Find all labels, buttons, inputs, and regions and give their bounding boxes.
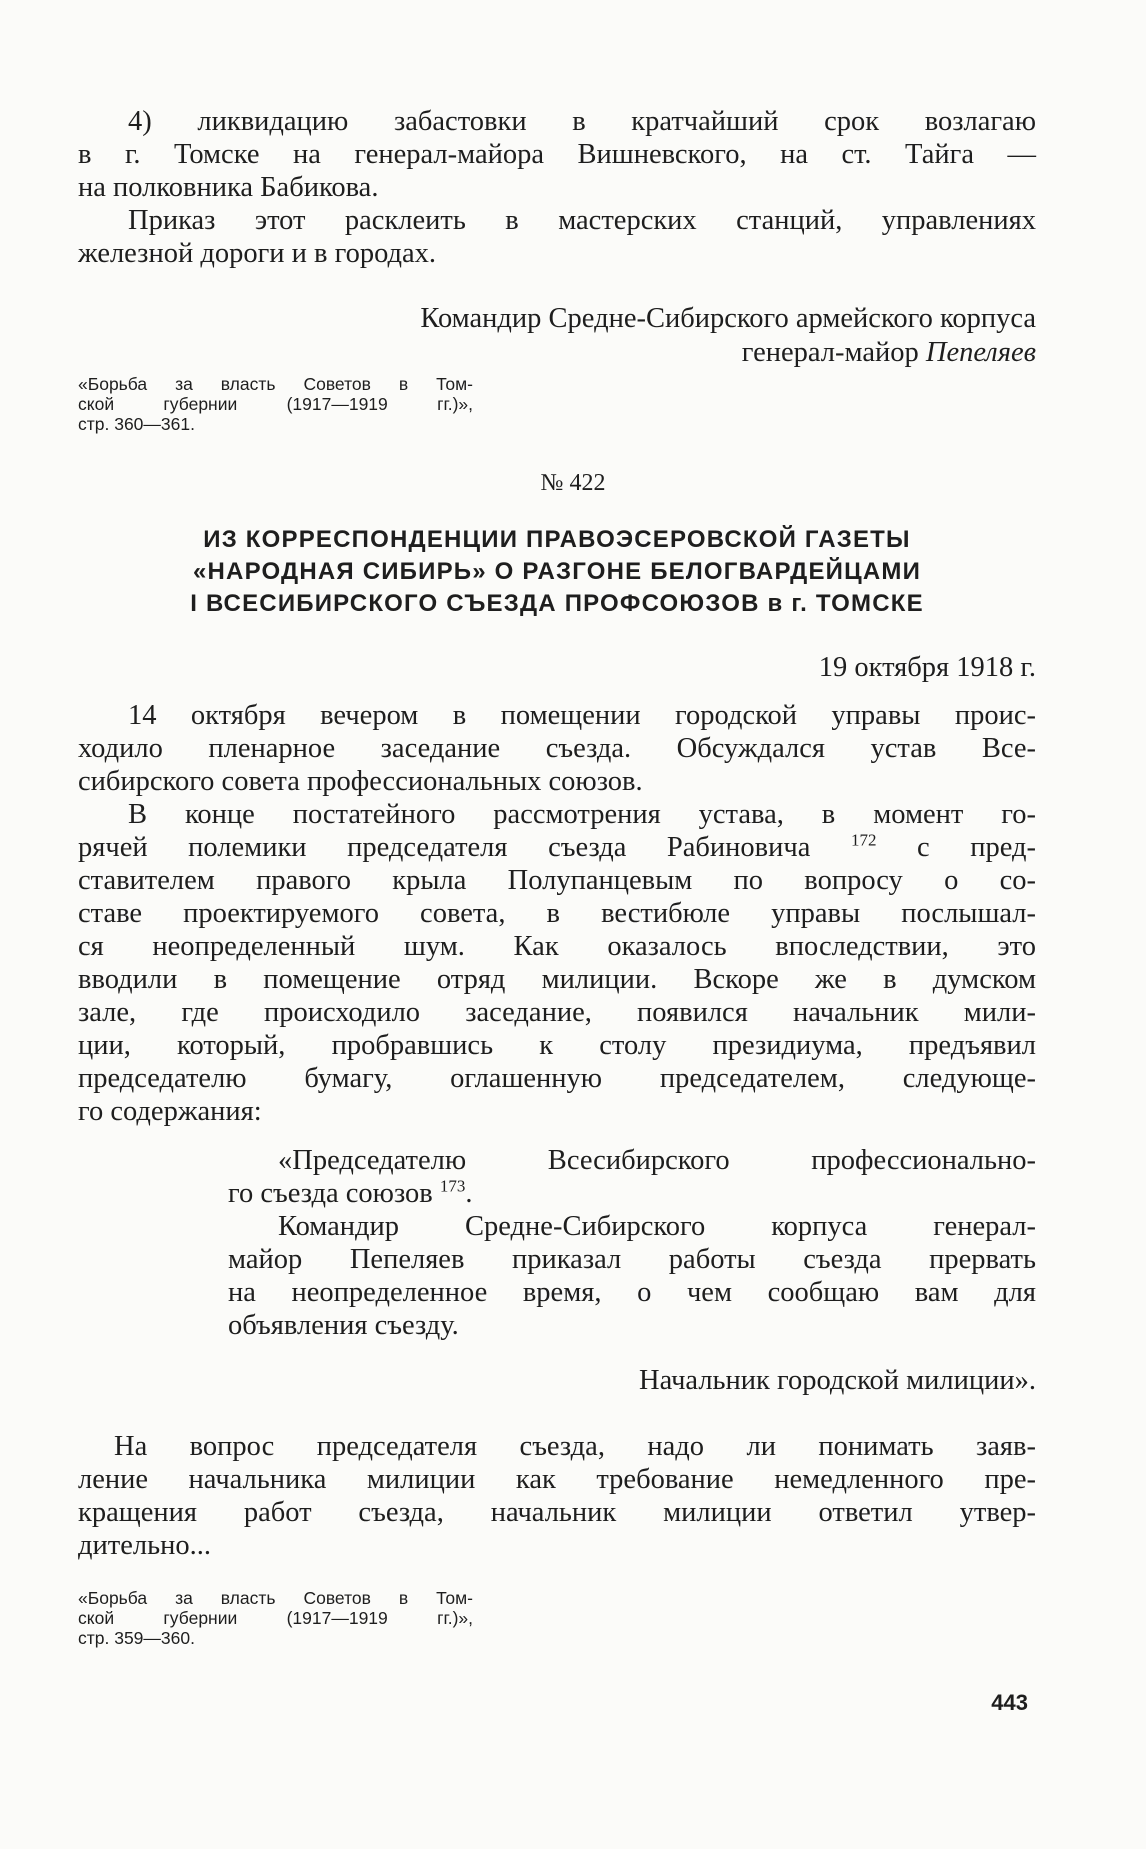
signature-rank-name [420, 336, 1036, 370]
text-line: ставителем правого крыла Полупанцевым по вопросу о со- [78, 865, 1036, 896]
text-line: Приказ этот расклеить в мастерских станций, управлениях [128, 205, 1036, 236]
source-line: ской губернии (1917—1919 гг.)», [78, 1608, 473, 1628]
text-line: объявления съезду. [228, 1310, 459, 1341]
source-citation [78, 1588, 473, 1648]
title-line: ИЗ КОРРЕСПОНДЕНЦИИ ПРАВОЭСЕРОВСКОЙ ГАЗЕТЫ [203, 526, 911, 553]
footnote-marker[interactable]: 172 [850, 830, 877, 850]
text-line: Командир Средне-Сибирского корпуса генерал- [278, 1211, 1036, 1242]
text-line: В конце постатейного рассмотрения устава, в момент го- [128, 799, 1036, 830]
page-number: 443 [991, 1690, 1028, 1715]
text-line: майор Пепеляев приказал работы съезда прервать [228, 1244, 1036, 1275]
text-line: ся неопределенный шум. Как оказалось впоследствии, это [78, 931, 1036, 962]
source-line: ской губернии (1917—1919 гг.)», [78, 394, 473, 414]
order-continuation [78, 105, 1036, 270]
text-line: председателю бумагу, оглашенную председателем, следующе- [78, 1063, 1036, 1094]
text-line: на неопределенное время, о чем сообщаю вам для [228, 1277, 1036, 1308]
quoted-order [228, 1144, 1036, 1342]
signature-title: Командир Средне-Сибирского армейского корпуса [420, 303, 1036, 334]
text-line: 4) ликвидацию забастовки в кратчайший срок возлагаю [128, 106, 1036, 137]
militia-signature: Начальник городской милиции». [639, 1365, 1036, 1396]
text-line: ходило пленарное заседание съезда. Обсуждался устав Все- [78, 733, 1036, 764]
document-title [78, 524, 1036, 620]
text-line: 14 октября вечером в помещении городской управы проис- [128, 700, 1036, 731]
signature-commander [420, 302, 1036, 370]
text-line: ставе проектируемого совета, в вестибюле управы послышал- [78, 898, 1036, 929]
text-line [228, 1177, 1036, 1210]
text-fragment: рячей полемики председателя съезда Рабиновича [78, 832, 811, 863]
text-line: ление начальника милиции как требование немедленного пре- [78, 1464, 1036, 1495]
source-line: «Борьба за власть Советов в Том- [78, 1588, 473, 1608]
source-line: стр. 360—361. [78, 414, 195, 434]
text-line: На вопрос председателя съезда, надо ли понимать заяв- [114, 1431, 1036, 1462]
text-line: зале, где происходило заседание, появился начальник мили- [78, 997, 1036, 1028]
text-line [78, 831, 1036, 864]
text-line: сибирского совета профессиональных союзов. [78, 766, 643, 797]
text-line: кращения работ съезда, начальник милиции ответил утвер- [78, 1497, 1036, 1528]
source-citation [78, 374, 473, 434]
article-body [78, 699, 1036, 1128]
signature-rank: генерал-майор [741, 337, 919, 368]
title-line: «НАРОДНАЯ СИБИРЬ» О РАЗГОНЕ БЕЛОГВАРДЕЙЦАМИ [192, 558, 922, 585]
text-line: вводили в помещение отряд милиции. Вскоре же в думском [78, 964, 1036, 995]
text-line: ции, который, пробравшись к столу президиума, предъявил [78, 1030, 1036, 1061]
text-fragment: с пред- [917, 832, 1037, 863]
text-fragment: го съезда союзов [228, 1178, 433, 1209]
text-line: в г. Томске на генерал-майора Вишневского, на ст. Тайга — [78, 139, 1036, 170]
text-line: железной дороги и в городах. [78, 238, 437, 269]
source-line: стр. 359—360. [78, 1628, 195, 1648]
text-line: дительно... [78, 1530, 211, 1561]
document-number: № 422 [540, 470, 606, 496]
text-fragment: . [465, 1178, 473, 1209]
title-line: I ВСЕСИБИРСКОГО СЪЕЗДА ПРОФСОЮЗОВ в г. ТОМСКЕ [190, 590, 924, 617]
document-date: 19 октября 1918 г. [818, 652, 1036, 683]
text-line: на полковника Бабикова. [78, 172, 379, 203]
footnote-marker[interactable]: 173 [439, 1176, 466, 1196]
text-line: го содержания: [78, 1096, 262, 1127]
source-line: «Борьба за власть Советов в Том- [78, 374, 473, 394]
closing-paragraph [78, 1430, 1036, 1562]
text-line: «Председателю Всесибирского профессионально- [278, 1145, 1036, 1176]
signature-name: Пепеляев [925, 337, 1036, 368]
